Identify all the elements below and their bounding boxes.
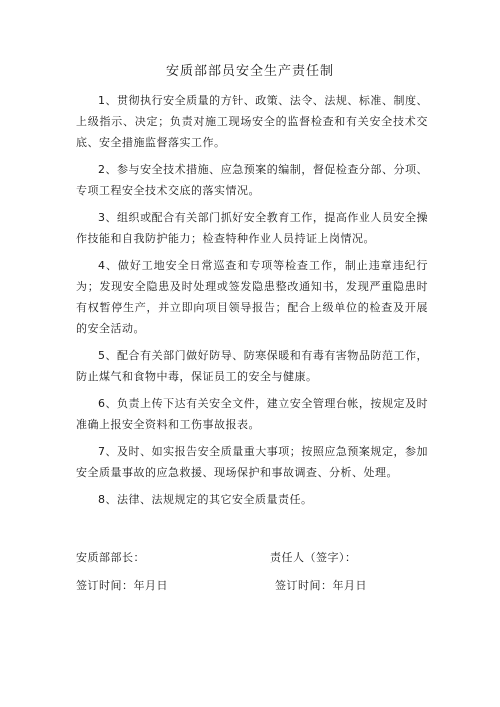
document-body: [76, 90, 428, 516]
paragraph-5: 5、配合有关部门做好防导、防寒保暖和有毒有害物品防范工作，防止煤气和食物中毒，保证员工的安全与健康。: [76, 349, 428, 383]
sign-date-right: 签订时间：年月日: [275, 579, 367, 592]
dept-head-signature-label: 安质部部长：: [76, 551, 145, 564]
responsible-person-signature-label: 责任人（签字）：: [270, 551, 357, 564]
paragraph-6: 6、负责上传下达有关安全文件，建立安全管理台帐，按规定及时准确上报安全资料和工伤事故报表。: [76, 397, 428, 431]
paragraph-2: 2、参与安全技术措施、应急预案的编制，督促检查分部、分项、专项工程安全技术交底的落实情况。: [76, 163, 428, 197]
paragraph-1: 1、贯彻执行安全质量的方针、政策、法令、法规、标准、制度、上级指示、决定；负责对施工现场安全的监督检查和有关安全技术交底、安全措施监督落实工作。: [76, 94, 428, 149]
document-title: 安质部部员安全生产责任制: [165, 64, 334, 79]
paragraph-8: 8、法律、法规规定的其它安全质量责任。: [98, 493, 313, 506]
paragraph-3: 3、组织或配合有关部门抓好安全教育工作，提高作业人员安全操作技能和自我防护能力；检查特种作业人员持证上岗情况。: [76, 211, 428, 245]
paragraph-4: 4、做好工地安全日常巡查和专项等检查工作，制止违章违纪行为；发现安全隐患及时处理或签发隐患整改通知书，发现严重隐患时有权暂停生产，并立即向项目领导报告；配合上级单位的检查及开展的安全活动。: [76, 259, 428, 335]
sign-date-left: 签订时间：年月日: [76, 579, 168, 592]
paragraph-7: 7、及时、如实报告安全质量重大事项；按照应急预案规定，参加安全质量事故的应急救援、现场保护和事故调查、分析、处理。: [76, 445, 428, 479]
